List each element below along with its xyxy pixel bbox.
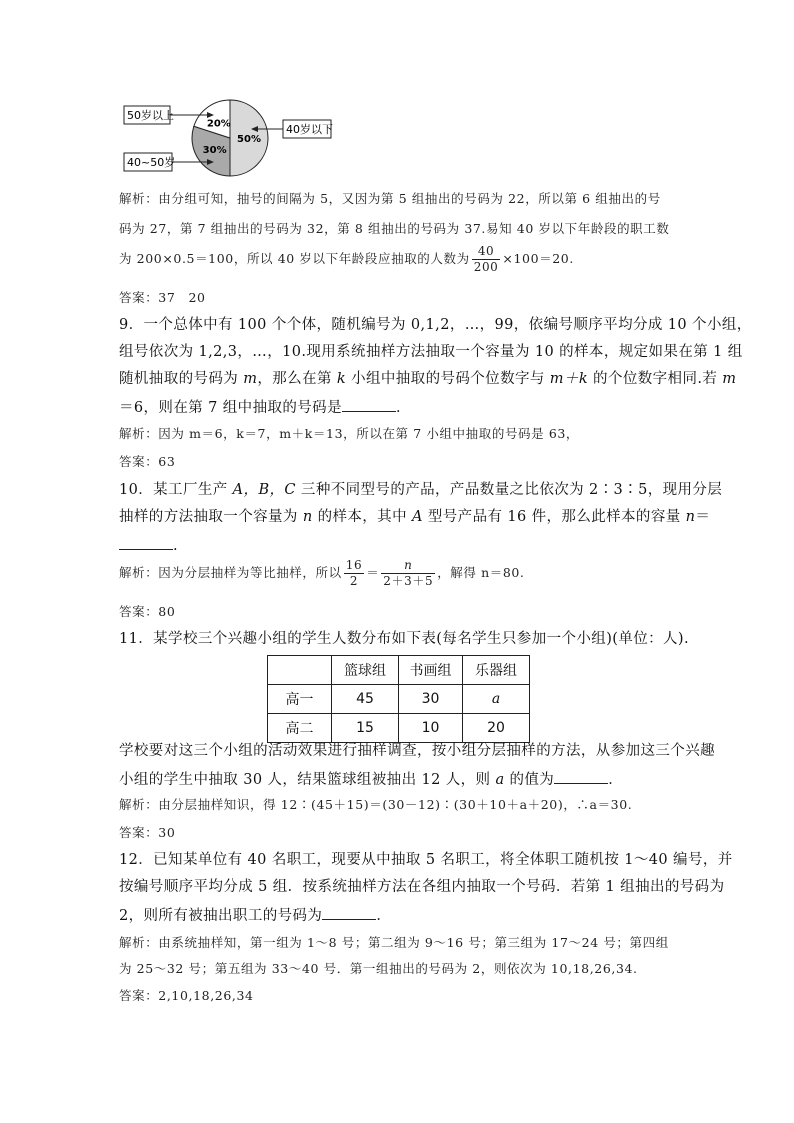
q12-answer-blank bbox=[322, 907, 376, 920]
q10-line2-a: 抽样的方法抽取一个容量为 bbox=[119, 509, 303, 525]
q8-analysis-line1: 解析：由分组可知，抽号的间隔为 5，又因为第 5 组抽出的号码为 22，所以第 6 组抽出的号 bbox=[119, 191, 661, 206]
q10-fraction-2 bbox=[381, 558, 435, 589]
q10-line1 bbox=[119, 483, 722, 498]
table-cell: 20 bbox=[463, 714, 530, 743]
q9-var-mk: m＋k bbox=[549, 371, 589, 387]
q8-analysis-line3-text: 为 200×0.5＝100，所以 40 岁以下年龄段应抽取的人数为 bbox=[119, 251, 470, 266]
q9-var-m2: m bbox=[722, 371, 737, 387]
q10-analysis-pre: 解析：因为分层抽样为等比抽样，所以 bbox=[119, 565, 342, 580]
q10-vars-abc: A，B，C bbox=[232, 482, 296, 498]
pie-slice-label: 50% bbox=[237, 134, 261, 145]
q10-fraction-1-num: 16 bbox=[345, 558, 363, 572]
interest-group-table bbox=[267, 655, 530, 743]
q8-analysis-line2: 码为 27，第 7 组抽出的号码为 32，第 8 组抽出的号码为 37.易知 40 岁以下年龄段的职工数 bbox=[119, 221, 670, 236]
q10-line2 bbox=[119, 510, 710, 525]
q11-line3-b: 的值为 bbox=[504, 772, 555, 788]
pie-slice-label: 30% bbox=[202, 145, 227, 157]
q10-line1-c: 三种不同型号的产品，产品数量之比依次为 2∶3∶5，现用分层 bbox=[295, 482, 723, 498]
pie-slice-label: 20% bbox=[206, 118, 231, 130]
q8-fraction-denominator: 200 bbox=[473, 260, 499, 274]
q10-line3-dot: . bbox=[173, 538, 179, 554]
q12-line3-b: ． bbox=[376, 908, 392, 924]
q11-line3 bbox=[119, 771, 623, 788]
table-header-cell: 书画组 bbox=[399, 656, 463, 685]
table-cell: 高一 bbox=[268, 685, 332, 714]
q9-var-m: m bbox=[243, 371, 258, 387]
q11-line1: 11．某学校三个兴趣小组的学生人数分布如下表(每名学生只参加一个小组)(单位：人). bbox=[119, 631, 689, 647]
table-cell: 10 bbox=[399, 714, 463, 743]
q12-analysis-line1: 解析：由系统抽样知，第一组为 1～8 号；第二组为 9～16 号；第三组为 17～24 号；第四组 bbox=[119, 935, 669, 950]
q11-line2: 学校要对这三个小组的活动效果进行抽样调查，按小组分层抽样的方法，从参加这三个兴趣 bbox=[119, 743, 715, 759]
q9-line4-b: ． bbox=[395, 400, 411, 416]
table-cell: 高二 bbox=[268, 714, 332, 743]
q10-answer: 答案：80 bbox=[119, 604, 176, 619]
q12-line3 bbox=[119, 907, 391, 924]
q10-analysis-post: ，解得 n＝80. bbox=[437, 565, 525, 580]
q10-fraction-1 bbox=[344, 558, 364, 589]
q12-line3-a: 2，则所有被抽出职工的号码为 bbox=[119, 908, 323, 924]
q9-line1: 9．一个总体中有 100 个个体，随机编号为 0,1,2，…，99，依编号顺序平均分成 10 个小组， bbox=[119, 317, 752, 333]
q10-fraction-2-num-var: n bbox=[404, 558, 413, 572]
q10-fraction-2-num bbox=[381, 558, 435, 574]
q8-fraction-numerator: 40 bbox=[472, 244, 501, 260]
table-cell: 30 bbox=[399, 685, 463, 714]
q9-line4-a: ＝6，则在第 7 组中抽取的号码是 bbox=[119, 400, 342, 416]
q8-answer: 答案：37 20 bbox=[119, 290, 206, 305]
table-header-row bbox=[268, 656, 530, 685]
pie-label-under40: 40岁以下 bbox=[286, 123, 333, 136]
q11-answer: 答案：30 bbox=[119, 825, 176, 840]
q9-line2: 组号依次为 1,2,3，…，10.现用系统抽样方法抽取一个容量为 10 的样本，规定如果在第 1 组 bbox=[119, 344, 743, 360]
table-row bbox=[268, 685, 530, 714]
q8-analysis-line3 bbox=[119, 244, 574, 275]
table-cell: 15 bbox=[332, 714, 399, 743]
q9-answer: 答案：63 bbox=[119, 454, 176, 469]
q10-line2-b: 的样本，其中 bbox=[312, 509, 412, 525]
q10-var-n: n bbox=[302, 509, 313, 525]
q10-equals: ＝ bbox=[366, 565, 380, 580]
q12-line1: 12．已知某单位有 40 名职工，现要从中抽取 5 名职工，将全体职工随机按 1～40 编号，并 bbox=[119, 852, 733, 868]
q9-analysis: 解析：因为 m＝6，k＝7，m＋k＝13，所以在第 7 小组中抽取的号码是 63， bbox=[119, 426, 580, 441]
q9-line3 bbox=[119, 372, 736, 387]
q10-line1-a: 10．某工厂生产 bbox=[119, 482, 233, 498]
q8-fraction bbox=[472, 244, 501, 275]
table-cell: a bbox=[463, 685, 530, 714]
q10-line2-e: ＝ bbox=[695, 509, 711, 525]
pie-label-40-50: 40~50岁 bbox=[127, 156, 176, 169]
table-row bbox=[268, 714, 530, 743]
table-header-cell bbox=[268, 656, 332, 685]
q8-analysis-line3-end: ×100＝20. bbox=[502, 251, 574, 266]
q11-line3-a: 小组的学生中抽取 30 人，结果篮球组被抽出 12 人，则 bbox=[119, 772, 496, 788]
pie-chart-figure bbox=[0, 90, 794, 270]
table-header-cell: 篮球组 bbox=[332, 656, 399, 685]
q10-var-A: A bbox=[411, 509, 423, 525]
q10-line3 bbox=[119, 537, 178, 554]
q10-var-n2: n bbox=[685, 509, 696, 525]
q11-var-a: a bbox=[495, 772, 505, 788]
q10-line2-c: 型号产品有 16 件，那么此样本的容量 bbox=[422, 509, 686, 525]
q9-var-k: k bbox=[336, 371, 347, 387]
q12-line2: 按编号顺序平均分成 5 组．按系统抽样方法在各组内抽取一个号码．若第 1 组抽出的号码为 bbox=[119, 879, 725, 895]
q9-answer-blank bbox=[342, 399, 396, 412]
pie-label-over50: 50岁以上 bbox=[127, 109, 174, 122]
q11-answer-blank bbox=[554, 771, 608, 784]
pie-chart bbox=[192, 100, 268, 176]
q10-fraction-2-den: 2＋3＋5 bbox=[383, 574, 434, 588]
q9-line3-c: 小组中抽取的号码个位数字与 bbox=[346, 371, 550, 387]
q12-answer: 答案：2,10,18,26,34 bbox=[119, 988, 254, 1003]
q10-answer-blank bbox=[119, 537, 173, 550]
q10-fraction-1-den: 2 bbox=[349, 574, 359, 588]
table-cell: 45 bbox=[332, 685, 399, 714]
q10-analysis bbox=[119, 558, 525, 589]
q11-line3-c: ． bbox=[608, 772, 624, 788]
q11-analysis: 解析：由分层抽样知识，得 12∶(45＋15)＝(30－12)∶(30＋10＋a＋20)，∴a＝30. bbox=[119, 797, 633, 812]
q9-line3-a: 随机抽取的号码为 bbox=[119, 371, 244, 387]
q12-analysis-line2: 为 25～32 号；第五组为 33～40 号．第一组抽出的号码为 2，则依次为 10,18,26,34. bbox=[119, 961, 638, 976]
q9-line4 bbox=[119, 399, 411, 416]
table-header-cell: 乐器组 bbox=[463, 656, 530, 685]
q9-line3-e: 的个位数字相同.若 bbox=[588, 371, 723, 387]
q9-line3-b: ，那么在第 bbox=[257, 371, 337, 387]
